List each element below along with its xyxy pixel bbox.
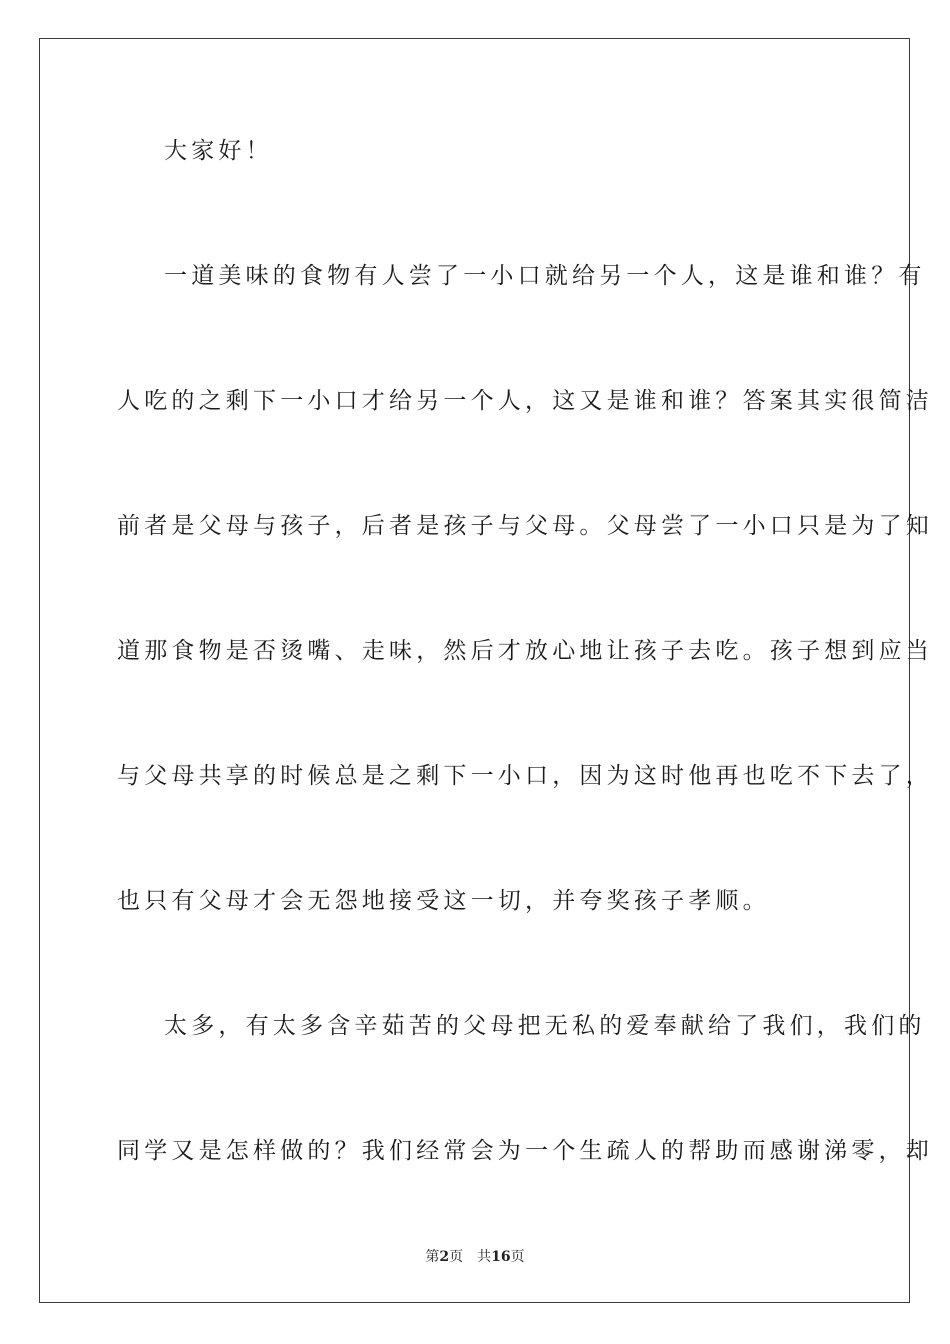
- greeting: 大家好！: [164, 138, 273, 164]
- paragraph-1-line-2: 人吃的之剩下一小口才给另一个人，这又是谁和谁？答案其实很简洁: [117, 388, 933, 414]
- page-suffix: 页: [449, 1249, 464, 1265]
- paragraph-1-line-5: 与父母共享的时候总是之剩下一小口，因为这时他再也吃不下去了，: [117, 763, 933, 789]
- paragraph-2-line-2: 同学又是怎样做的？我们经常会为一个生疏人的帮助而感谢涕零，却: [117, 1138, 933, 1164]
- total-pages: 16: [491, 1249, 511, 1265]
- paragraph-1-line-1: 一道美味的食物有人尝了一小口就给另一个人，这是谁和谁？有: [164, 263, 926, 289]
- total-suffix: 页: [510, 1249, 525, 1265]
- page-footer: [0, 1247, 950, 1267]
- page-prefix: 第: [425, 1249, 440, 1265]
- page-number: 2: [439, 1249, 450, 1265]
- paragraph-1-line-4: 道那食物是否烫嘴、走味，然后才放心地让孩子去吃。孩子想到应当: [117, 638, 933, 664]
- total-prefix: 共: [477, 1249, 492, 1265]
- paragraph-1-line-6: 也只有父母才会无怨地接受这一切，并夸奖孩子孝顺。: [117, 888, 770, 914]
- page-border: [39, 38, 933, 1303]
- paragraph-2-line-1: 太多，有太多含辛茹苦的父母把无私的爱奉献给了我们，我们的: [164, 1013, 926, 1039]
- paragraph-1-line-3: 前者是父母与孩子，后者是孩子与父母。父母尝了一小口只是为了知: [117, 513, 933, 539]
